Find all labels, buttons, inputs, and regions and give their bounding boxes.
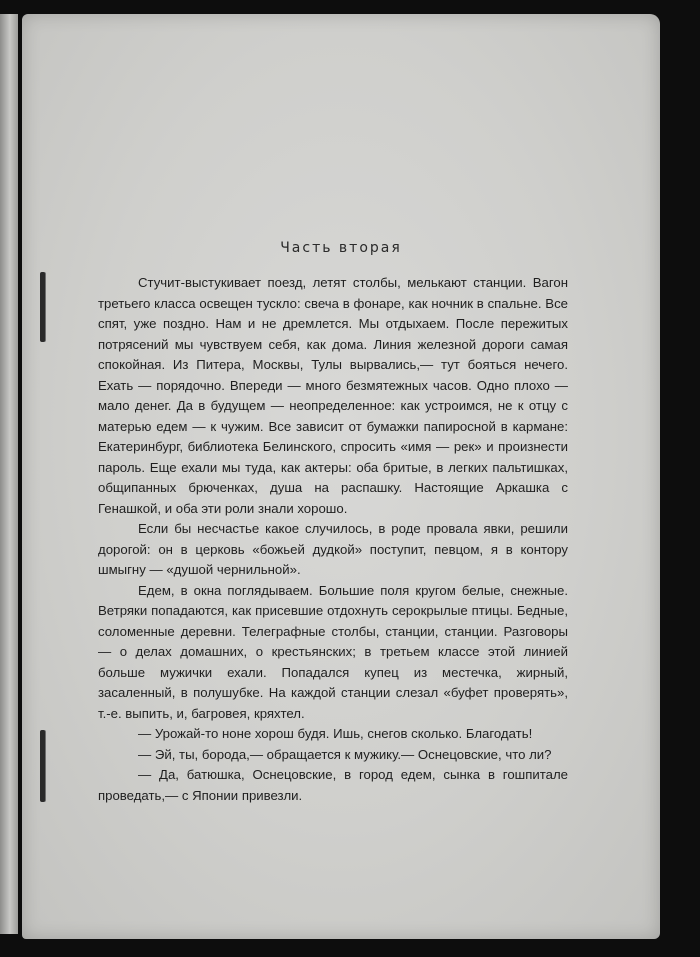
paragraph: — Урожай-то ноне хорош будя. Ишь, снегов сколько. Благодать!: [138, 726, 533, 741]
body-text: [98, 273, 568, 806]
paragraph: Если бы несчастье какое случилось, в роде провала явки, решили дорогой: он в церковь «божьей дудкой» поступит, певцом, я в контору шмыгну — «душой чернильной».: [98, 521, 568, 577]
paragraph: Едем, в окна поглядываем. Большие поля кругом белые, снежные. Ветряки попадаются, как присевшие отдохнуть серокрылые птицы. Бедные, соломенные деревни. Телеграфные столбы, станции, станции. Разговоры — о делах домашних, о крестьянских; в третьем классе этой линией больше мужички ехали. Попадался купец из местечка, жирный, засаленный, в полушубке. На каждой станции слезал «буфет проверять», т.-е. выпить, и, багровея, кряхтел.: [98, 582, 568, 721]
previous-page-edge: [0, 14, 18, 934]
book-page: [22, 14, 660, 939]
paragraph: Стучит-выстукивает поезд, летят столбы, мелькают станции. Вагон третьего класса освещен тускло: свеча в фонаре, как ночник в спальне. Все спят, уже поздно. Нам и не дремлется. Мы отдыхаем. После пережитых потрясений мы чувствуем себя, как дома. Линия железной дороги самая спокойная. Из Питера, Москвы, Тулы вырвались,— тут бояться нечего. Ехать — порядочно. Впереди — много безмятежных часов. Одно плохо — мало денег. Да в будущем — неопределенное: как устроимся, не к отцу с матерью едем — к чужим. Все зависит от бумажки папиросной в кармане: Екатеринбург, библиотека Белинского, спросить «имя — рек» и произнести пароль. Еще ехали мы туда, как актеры: оба бритые, в легких пальтишках, общипанных брюченках, душа на распашку. Настоящие Аркашка с Генашкой, и оба эти роли знали хорошо.: [98, 275, 568, 516]
binding-staple-top: [40, 272, 45, 342]
paragraph: — Да, батюшка, Оснецовские, в город едем, сынка в гошпитале проведать,— с Японии привезли.: [98, 767, 568, 803]
binding-staple-bottom: [40, 730, 45, 802]
chapter-title: Часть вторая: [280, 240, 402, 256]
paragraph: — Эй, ты, борода,— обращается к мужику.— Оснецовские, что ли?: [138, 746, 552, 762]
